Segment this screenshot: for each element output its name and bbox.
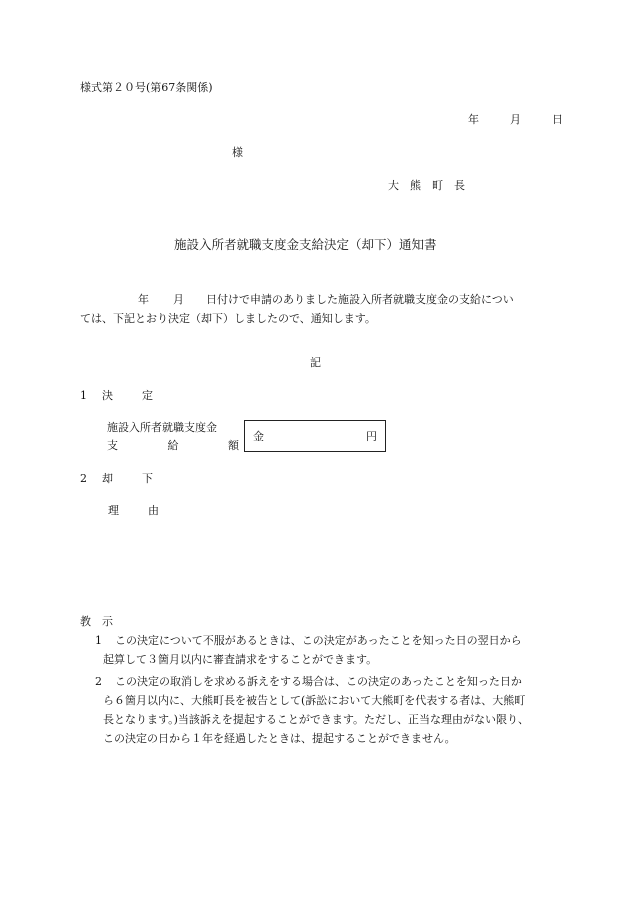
instruction-item-1 — [95, 631, 522, 669]
instruction-item-2 — [95, 672, 529, 748]
amount-label-line-1: 施設入所者就職支度金 — [107, 421, 217, 434]
instruction-item-1-line-2: 起算して３箇月以内に審査請求をすることができます。 — [103, 653, 378, 666]
instruction-item-1-number: 1 — [95, 634, 102, 647]
form-number: 様式第２０号(第67条関係) — [80, 81, 213, 94]
date-month: 月 — [510, 113, 521, 126]
date-line — [468, 112, 563, 127]
body-line-2: ては、下記とおり決定（却下）しましたので、通知します。 — [80, 312, 376, 325]
amount-label-char: 額 — [228, 439, 239, 452]
amount-label-char: 支 — [107, 439, 118, 452]
section-2-heading — [80, 471, 153, 486]
body-year: 年 — [138, 293, 149, 306]
body-month: 月 — [173, 293, 184, 306]
section-1-label-b: 定 — [142, 389, 153, 402]
reason-label-b: 由 — [148, 504, 159, 517]
date-year: 年 — [468, 113, 479, 126]
issuer: 大 熊 町 長 — [388, 179, 465, 192]
instruction-item-1-line-1: 1 この決定について不服があるときは、この決定があったことを知った日の翌日から — [95, 634, 522, 647]
section-1-number: 1 — [80, 389, 87, 402]
addressee-suffix: 様 — [232, 146, 243, 159]
instruction-heading: 教 示 — [80, 615, 113, 628]
instruction-item-2-line-1: 2 この決定の取消しを求める訴えをする場合は、この決定のあったことを知った日か — [95, 675, 522, 688]
amount-label-char: 給 — [167, 439, 179, 452]
body-line-1-rest: 日付けで申請のありました施設入所者就職支度金の支給につい — [206, 293, 514, 306]
page-title: 施設入所者就職支度金支給決定（却下）通知書 — [174, 237, 437, 252]
reason-label-a: 理 — [108, 504, 119, 517]
amount-unit: 円 — [366, 430, 377, 443]
section-2-number: 2 — [80, 472, 87, 485]
date-day: 日 — [552, 113, 563, 126]
section-2-label-a: 却 — [102, 472, 113, 485]
amount-label-line-2 — [107, 438, 239, 453]
instruction-item-2-line-4: この決定の日から１年を経過したときは、提起することができません。 — [103, 732, 456, 745]
body-paragraph — [80, 290, 514, 328]
body-line-1 — [80, 290, 514, 309]
amount-currency-prefix: 金 — [253, 430, 264, 443]
instruction-item-2-line-2: ら６箇月以内に、大熊町長を被告として(訴訟において大熊町を代表する者は、大熊町 — [103, 694, 526, 707]
instruction-item-2-number: 2 — [95, 675, 102, 688]
section-2-label-b: 下 — [142, 472, 153, 485]
instruction-item-2-line-3: 長となります。)当該訴えを提起することができます。ただし、正当な理由がない限り、 — [103, 713, 530, 726]
reason-label — [108, 503, 159, 518]
amount-box[interactable] — [244, 420, 386, 452]
section-1-label-a: 決 — [102, 389, 113, 402]
ki-heading: 記 — [310, 356, 321, 369]
section-1-heading — [80, 388, 153, 403]
